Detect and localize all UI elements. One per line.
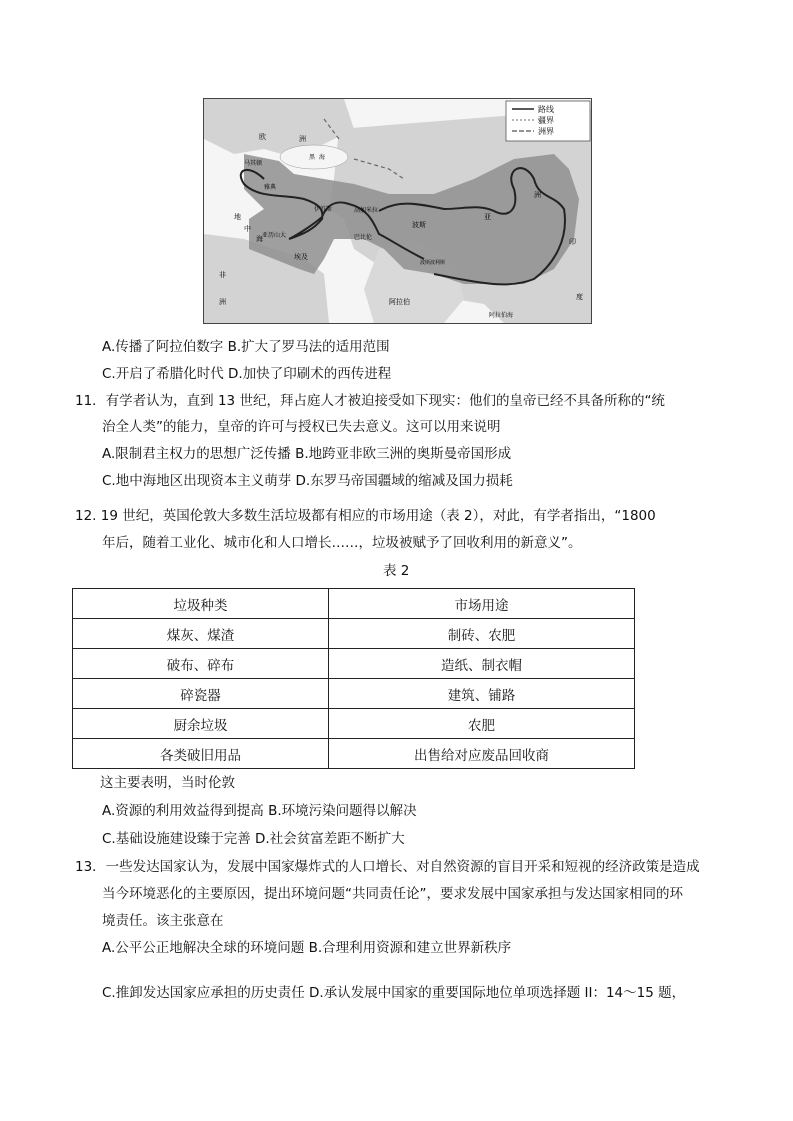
legend-continent-label: 洲界 xyxy=(538,127,554,136)
map-label: 阿拉伯 xyxy=(389,298,410,306)
waste-usage-table xyxy=(72,588,635,769)
map-label: 洲 xyxy=(219,298,226,306)
q12-after-table: 这主要表明，当时伦敦 xyxy=(100,775,235,791)
q11-option-line-1: A.限制君主权力的思想广泛传播 B.地跨亚非欧三洲的奥斯曼帝国形成 xyxy=(102,446,512,462)
map-label: 度 xyxy=(576,293,583,301)
map-label: 亚 xyxy=(484,213,491,221)
table-row xyxy=(73,709,635,739)
q13-option-line-1: A.公平公正地解决全球的环境问题 B.合理利用资源和建立世界新秩序 xyxy=(102,940,512,956)
table-cell: 造纸、制衣帽 xyxy=(329,649,635,679)
table-header-cell: 垃圾种类 xyxy=(73,589,329,619)
q10-option-line-2: C.开启了希腊化时代 D.加快了印刷术的西传进程 xyxy=(102,366,392,382)
q10-option-line-1: A.传播了阿拉伯数字 B.扩大了罗马法的适用范围 xyxy=(102,339,390,355)
q12-stem-line-2: 年后，随着工业化、城市化和人口增长……，垃圾被赋予了回收利用的新意义”。 xyxy=(102,535,582,551)
q11-option-line-2: C.地中海地区出现资本主义萌芽 D.东罗马帝国疆域的缩减及国力损耗 xyxy=(102,473,513,489)
table-cell: 破布、碎布 xyxy=(73,649,329,679)
table-row xyxy=(73,739,635,769)
q11-stem-line-2: 治全人类”的能力，皇帝的许可与授权已失去意义。这可以用来说明 xyxy=(102,419,501,435)
map-label: 高加米拉 xyxy=(354,207,379,214)
map-label: 地 xyxy=(234,213,241,221)
map-label: 海 xyxy=(256,235,263,243)
map-label: 伊苏斯 xyxy=(314,206,333,213)
table-cell: 制砖、农肥 xyxy=(329,619,635,649)
table-cell: 建筑、铺路 xyxy=(329,679,635,709)
map-label: 阿拉伯海 xyxy=(489,312,514,319)
historical-map xyxy=(203,98,592,324)
map-label: 洲 xyxy=(299,135,306,143)
q11-stem-line-1: 11．有学者认为，直到 13 世纪，拜占庭人才被迫接受如下现实：他们的皇帝已经不具备所称的“统 xyxy=(75,393,665,409)
legend-route-label: 路线 xyxy=(538,105,554,114)
map-label: 中 xyxy=(244,225,251,233)
map-label: 非 xyxy=(219,271,226,279)
table-cell: 厨余垃圾 xyxy=(73,709,329,739)
q12-stem-line-1: 12. 19 世纪，英国伦敦大多数生活垃圾都有相应的市场用途（表 2），对此，有学者指出，“1800 xyxy=(75,508,656,524)
q12-option-line-1: A.资源的利用效益得到提高 B.环境污染问题得以解决 xyxy=(102,803,417,819)
q13-stem-line-1: 13．一些发达国家认为，发展中国家爆炸式的人口增长、对自然资源的盲目开采和短视的经济政策是造成 xyxy=(75,859,700,875)
legend-border-label: 疆界 xyxy=(538,116,554,125)
map-label: 亚历山大 xyxy=(262,232,287,239)
map-label: 欧 xyxy=(259,133,266,141)
table-row xyxy=(73,619,635,649)
q13-stem-line-2: 当今环境恶化的主要原因，提出环境问题“共同责任论”，要求发展中国家承担与发达国家相同的环 xyxy=(102,886,683,902)
map-label: 洲 xyxy=(534,191,541,199)
table-cell: 煤灰、煤渣 xyxy=(73,619,329,649)
table-header-cell: 市场用途 xyxy=(329,589,635,619)
table-cell: 各类破旧用品 xyxy=(73,739,329,769)
table-cell: 碎瓷器 xyxy=(73,679,329,709)
map-label: 海 xyxy=(319,154,326,161)
map-label: 波斯 xyxy=(412,221,426,229)
map-label: 埃及 xyxy=(294,253,308,261)
table-row xyxy=(73,679,635,709)
map-label: 巴比伦 xyxy=(354,234,373,241)
q13-stem-line-3: 境责任。该主张意在 xyxy=(102,913,224,929)
map-label: 雅典 xyxy=(264,184,277,191)
q12-option-line-2: C.基础设施建设臻于完善 D.社会贫富差距不断扩大 xyxy=(102,831,405,847)
table-cell: 出售给对应废品回收商 xyxy=(329,739,635,769)
map-label: 黑 xyxy=(309,154,316,161)
map-label: 马其顿 xyxy=(244,160,263,167)
table-header-row xyxy=(73,589,635,619)
map-label: 波斯波利斯 xyxy=(420,260,446,266)
q13-option-line-2: C.推卸发达国家应承担的历史责任 D.承认发展中国家的重要国际地位单项选择题 II：14～15 题， xyxy=(102,985,686,1001)
table-row xyxy=(73,649,635,679)
table-cell: 农肥 xyxy=(329,709,635,739)
table-title: 表 2 xyxy=(383,563,410,579)
map-label: 印 xyxy=(569,238,576,246)
map-svg xyxy=(204,99,591,323)
